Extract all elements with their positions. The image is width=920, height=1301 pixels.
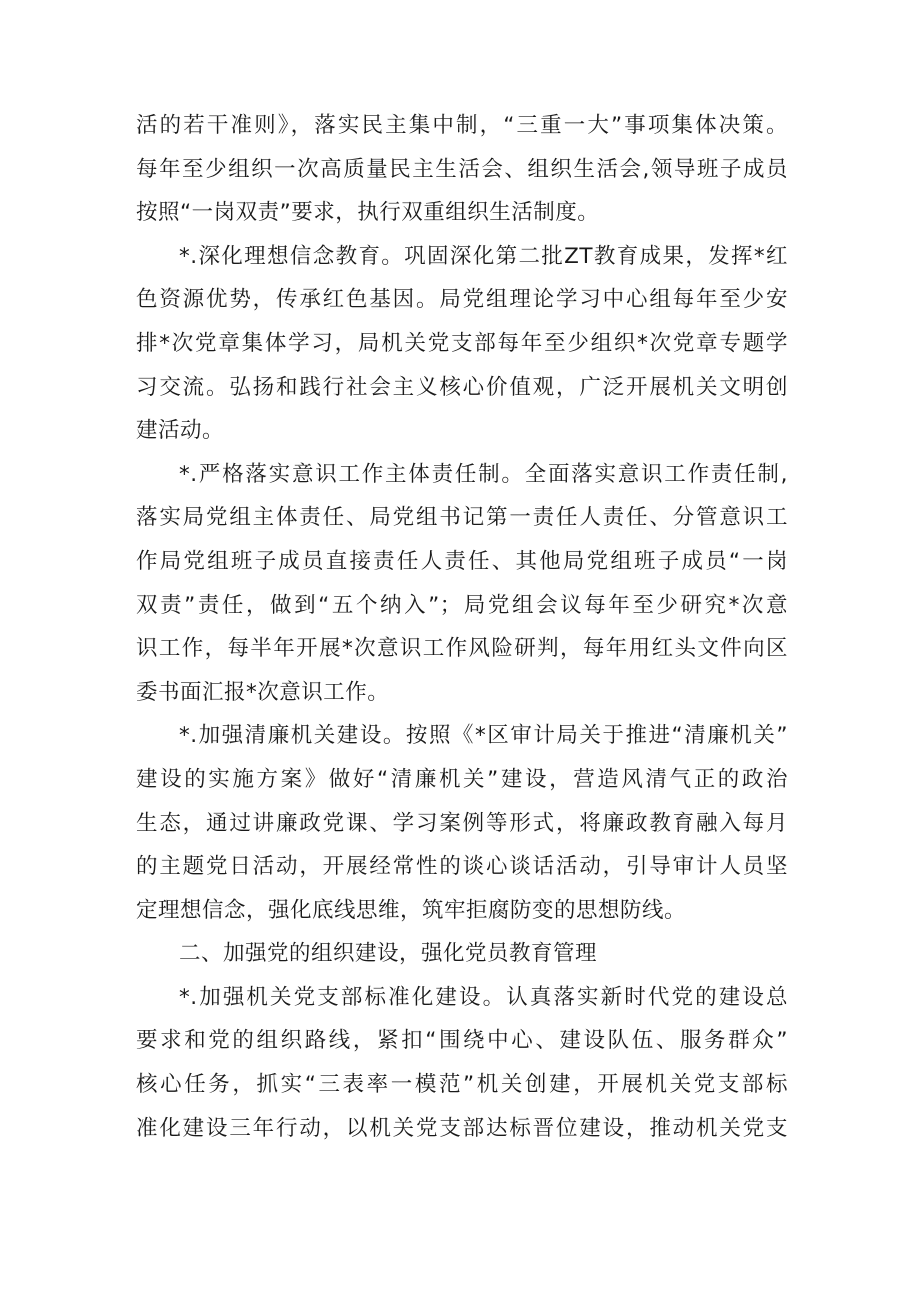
text-line: 准化建设三年行动，以机关党支部达标晋位建设，推动机关党支 [136, 1115, 788, 1141]
text-line: 建设的实施方案》做好“清廉机关”建设，营造风清气正的政治 [136, 766, 788, 792]
text-line: *.严格落实意识工作主体责任制。全面落实意识工作责任制, [179, 461, 788, 487]
text-line: 定理想信念，强化底线思维，筑牢拒腐防变的思想防线。 [136, 897, 687, 923]
text-line: 双责”责任，做到“五个纳入”；局党组会议每年至少研究*次意 [136, 592, 788, 618]
paragraph-branch-standardization [136, 976, 788, 1150]
paragraph-responsibility-system [136, 453, 788, 715]
text-line: 识工作，每半年开展*次意识工作风险研判，每年用红头文件向区 [136, 636, 788, 662]
text-line: 每年至少组织一次高质量民主生活会、组织生活会,领导班子成员 [136, 156, 788, 182]
text-line: *.加强清廉机关建设。按照《*区审计局关于推进“清廉机关” [179, 723, 788, 749]
text-line: 色资源优势，传承红色基因。局党组理论学习中心组每年至少安 [136, 287, 788, 313]
text-line: 要求和党的组织路线，紧扣“围绕中心、建设队伍、服务群众” [136, 1028, 788, 1054]
text-line: 委书面汇报*次意识工作。 [136, 679, 390, 705]
text-line: *.加强机关党支部标准化建设。认真落实新时代党的建设总 [179, 984, 788, 1010]
text-line: 生态，通过讲廉政党课、学习案例等形式，将廉政教育融入每月 [136, 810, 788, 836]
paragraph-ideals-education [136, 235, 788, 453]
heading-line: 二、加强党的组织建设，强化党员教育管理 [179, 941, 598, 967]
text-line: 按照“一岗双责”要求，执行双重组织生活制度。 [136, 200, 600, 226]
text-line: 核心任务，抓实“三表率一模范”机关创建，开展机关党支部标 [136, 1072, 788, 1098]
text-line: 落实局党组主体责任、局党组书记第一责任人责任、分管意识工 [136, 505, 788, 531]
text-line: 作局党组班子成员直接责任人责任、其他局党组班子成员“一岗 [136, 548, 788, 574]
section-heading [136, 932, 788, 976]
text-line: 的主题党日活动，开展经常性的谈心谈话活动，引导审计人员坚 [136, 854, 788, 880]
text-line: 活的若干准则》，落实民主集中制，“三重一大”事项集体决策。 [136, 113, 788, 138]
text-line: 建活动。 [136, 418, 225, 444]
document-page [136, 104, 788, 1150]
paragraph-democratic-centralism [136, 104, 788, 235]
text-line: 习交流。弘扬和践行社会主义核心价值观，广泛开展机关文明创 [136, 374, 788, 400]
text-line: 排*次党章集体学习，局机关党支部每年至少组织*次党章专题学 [136, 330, 788, 356]
text-line: *.深化理想信念教育。巩固深化第二批ZT教育成果，发挥*红 [179, 243, 788, 269]
paragraph-clean-organ [136, 714, 788, 932]
